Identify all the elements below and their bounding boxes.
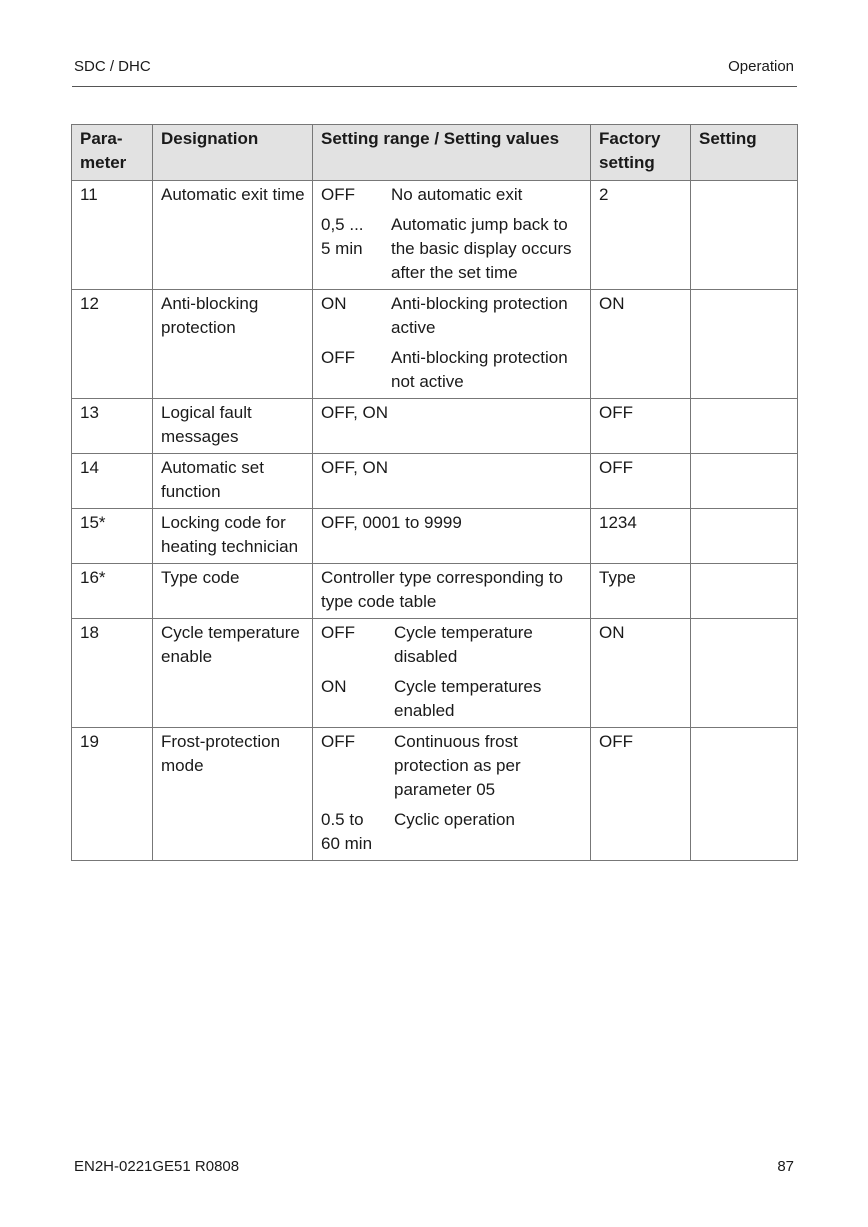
table-row [72, 619, 798, 728]
factory-setting: 2 [591, 181, 691, 290]
parameter-number: 11 [72, 181, 153, 290]
header-setting-range: Setting range / Setting values [313, 125, 591, 181]
parameter-number: 14 [72, 454, 153, 509]
setting-range: Controller type corresponding to type code table [313, 564, 591, 619]
running-header-left: SDC / DHC [74, 58, 151, 75]
designation: Type code [153, 564, 313, 619]
user-setting-cell [691, 454, 798, 509]
parameter-number: 18 [72, 619, 153, 728]
setting-range: OFF, ON [313, 454, 591, 509]
table-row [72, 290, 798, 399]
running-header-right: Operation [728, 58, 794, 75]
header-designation: Designation [153, 125, 313, 181]
option-description: Anti-blocking protection active [391, 294, 568, 337]
table-row [72, 728, 798, 861]
designation: Logical fault messages [153, 399, 313, 454]
option-value: ON [321, 677, 347, 696]
setting-range: OFF, ON [313, 399, 591, 454]
setting-range [313, 290, 591, 399]
designation: Cycle temperature enable [153, 619, 313, 728]
designation: Automatic set function [153, 454, 313, 509]
option-value: 0.5 to 60 min [321, 810, 373, 853]
range-option [321, 346, 583, 394]
option-description: Anti-blocking protection not active [391, 348, 568, 391]
option-description: Cyclic operation [394, 810, 515, 829]
document-code: EN2H-0221GE51 R0808 [74, 1158, 240, 1175]
designation: Automatic exit time [153, 181, 313, 290]
parameter-number: 16* [72, 564, 153, 619]
parameter-number: 19 [72, 728, 153, 861]
range-option [321, 621, 583, 669]
setting-range [313, 181, 591, 290]
header-factory-setting: Factory setting [591, 125, 691, 181]
table-row [72, 564, 798, 619]
range-option [321, 730, 583, 802]
factory-setting: OFF [591, 399, 691, 454]
user-setting-cell [691, 399, 798, 454]
parameter-number: 13 [72, 399, 153, 454]
table-row [72, 454, 798, 509]
range-option [321, 183, 583, 207]
factory-setting: OFF [591, 728, 691, 861]
setting-range [313, 619, 591, 728]
table-row [72, 399, 798, 454]
table-row [72, 181, 798, 290]
factory-setting: ON [591, 619, 691, 728]
factory-setting: Type [591, 564, 691, 619]
range-option [321, 213, 583, 285]
parameter-table [71, 124, 798, 861]
factory-setting: ON [591, 290, 691, 399]
parameter-number: 15* [72, 509, 153, 564]
table-row [72, 509, 798, 564]
setting-range [313, 728, 591, 861]
user-setting-cell [691, 728, 798, 861]
option-value: OFF [321, 732, 355, 751]
user-setting-cell [691, 290, 798, 399]
user-setting-cell [691, 509, 798, 564]
user-setting-cell [691, 619, 798, 728]
setting-range: OFF, 0001 to 9999 [313, 509, 591, 564]
user-setting-cell [691, 564, 798, 619]
option-value: OFF [321, 185, 355, 204]
header-divider [72, 86, 797, 87]
page-number: 87 [777, 1158, 794, 1175]
range-option [321, 292, 583, 340]
table-header-row [72, 125, 798, 181]
header-parameter: Para- meter [72, 125, 153, 181]
option-description: Continuous frost protection as per parameter 05 [394, 732, 521, 799]
option-value: OFF [321, 623, 355, 642]
option-description: No automatic exit [391, 185, 523, 204]
range-option [321, 808, 583, 856]
factory-setting: 1234 [591, 509, 691, 564]
range-option [321, 675, 583, 723]
designation: Frost-protection mode [153, 728, 313, 861]
user-setting-cell [691, 181, 798, 290]
designation: Anti-blocking protection [153, 290, 313, 399]
option-value: ON [321, 294, 347, 313]
option-description: Cycle temperatures enabled [394, 677, 542, 720]
parameter-number: 12 [72, 290, 153, 399]
option-description: Cycle temperature disabled [394, 623, 533, 666]
header-setting: Setting [691, 125, 798, 181]
designation: Locking code for heating technician [153, 509, 313, 564]
factory-setting: OFF [591, 454, 691, 509]
option-description: Automatic jump back to the basic display occurs after the set time [391, 215, 572, 282]
option-value: OFF [321, 348, 355, 367]
option-value: 0,5 ... 5 min [321, 215, 364, 258]
